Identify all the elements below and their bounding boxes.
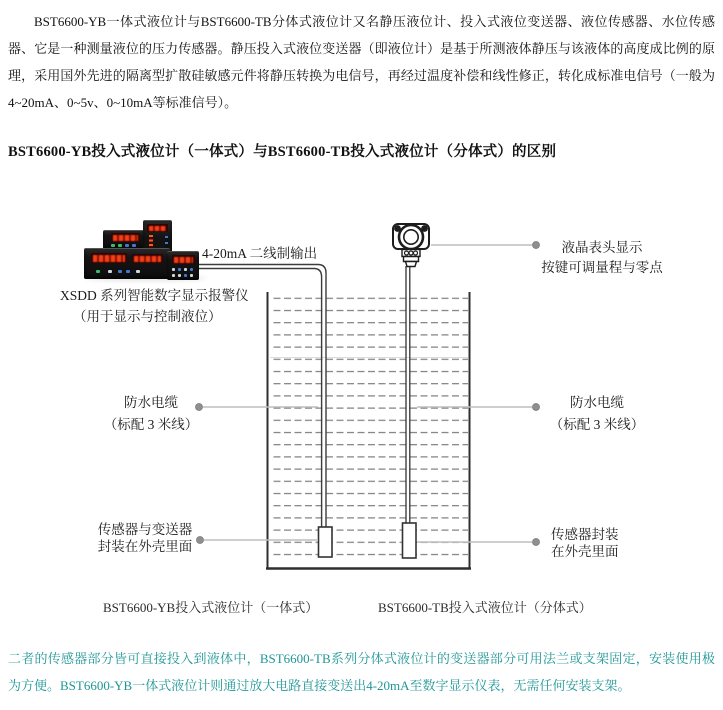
- left-sensor-label-line2: 封装在外壳里面: [97, 539, 193, 554]
- footer-paragraph: 二者的传感器部分皆可直接投入到液体中，BST6600-TB系列分体式液位计的变送器部分可用法兰或支架固定，安装使用极为方便。BST6600-YB一体式液位计则通过放大电路直接变送出4-20mA至数字显示仪表，无需任何安装支架。: [8, 651, 715, 693]
- left-cable-label: [94, 392, 208, 436]
- left-cable-label-line1: 防水电缆: [124, 395, 178, 410]
- left-sensor-label: [90, 521, 200, 555]
- lcd-head-label-line2: 按键可调量程与零点: [541, 260, 663, 275]
- right-cable: [406, 266, 410, 523]
- led-display: [91, 253, 127, 263]
- right-sensor-label-line1: 传感器封装: [551, 527, 619, 542]
- left-sensor-probe: [319, 527, 333, 557]
- section-heading: BST6600-YB投入式液位计（一体式）与BST6600-TB投入式液位计（分体式）的区别: [8, 144, 557, 160]
- output-signal-label: 4-20mA 二线制输出: [202, 246, 318, 261]
- left-cable-label-line2: （标配 3 米线）: [103, 417, 199, 432]
- lcd-head-label-line1: 液晶表头显示: [561, 240, 643, 255]
- led-display: [172, 255, 195, 264]
- tank: [266, 292, 471, 569]
- indicator-unit-front: [84, 248, 170, 279]
- alarm-unit-label-line2: （用于显示与控制液位）: [73, 309, 222, 324]
- indicator-unit-right: [167, 251, 199, 280]
- caption-split-type: BST6600-TB投入式液位计（分体式）: [378, 600, 592, 615]
- intro-paragraph: BST6600-YB一体式液位计与BST6600-TB分体式液位计又名静压液位计、投入式液位变送器、液位传感器、水位传感器、它是一种测量液位的压力传感器。静压投入式液位变送器（即液位计）是基于所测液体静压与该液体的高度成比例的原理，采用国外先进的隔离型扩散硅敏感元件将静压转换为电信号，再经过温度补偿和线性修正，转化成标准电信号（一般为4~20mA、0~5v、0~10mA等标准信号）。: [8, 14, 715, 110]
- right-sensor-label: [551, 526, 619, 560]
- lcd-head-label: [536, 236, 668, 276]
- led-display: [147, 224, 168, 232]
- alarm-instruments-photo: [84, 219, 216, 283]
- right-cable-label-line2: （标配 3 米线）: [549, 417, 645, 432]
- alarm-unit-label-line1: XSDD 系列智能数字显示报警仪: [60, 288, 249, 303]
- right-cable-label: [540, 392, 654, 436]
- liquid-dashes: [270, 292, 468, 564]
- caption-integrated-type: BST6600-YB投入式液位计（一体式）: [103, 600, 319, 615]
- right-cable-label-line1: 防水电缆: [570, 395, 624, 410]
- right-sensor-probe: [403, 523, 417, 558]
- led-display: [111, 233, 140, 242]
- right-sensor-label-line2: 在外壳里面: [551, 544, 619, 559]
- leader-lines: [203, 245, 532, 542]
- led-display: [132, 254, 163, 263]
- left-sensor-label-line1: 传感器与变送器: [97, 522, 193, 537]
- transmitter-head-icon: [393, 224, 429, 267]
